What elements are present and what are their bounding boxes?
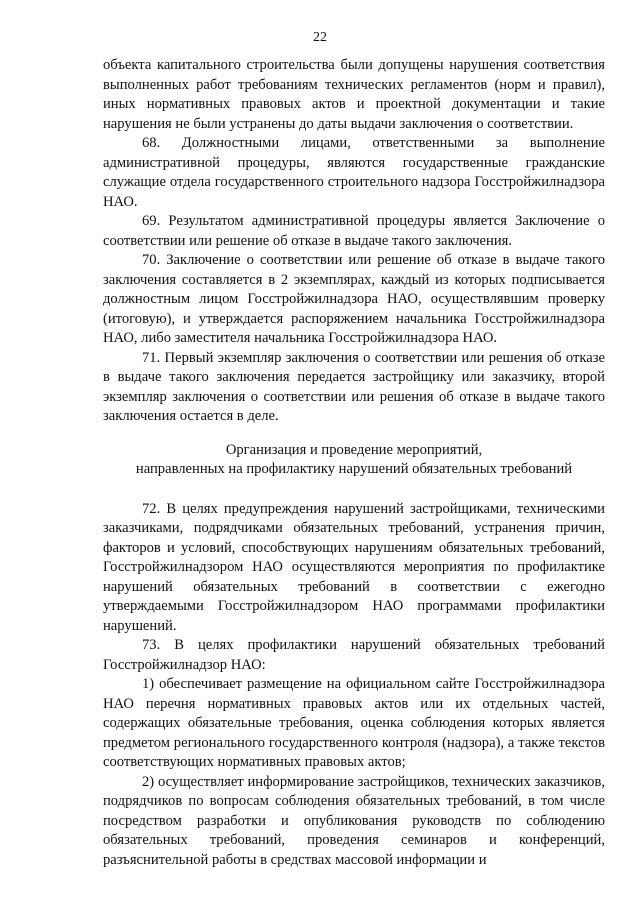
paragraph-70: 70. Заключение о соответствии или решение об отказе в выдаче такого заключения составляется в 2 экземплярах, каждый из которых подписывается должностным лицом Госстройжилнадзора НАО, осуществлявшим проверку (итоговую), и утверждается распоряжением начальника Госстройжилнадзора НАО, либо заместителя начальника Госстройжилнадзора НАО. [103,252,605,346]
paragraph-71: 71. Первый экземпляр заключения о соответствии или решения об отказе в выдаче такого заключения передается застройщику или заказчику, второй экземпляр заключения о соответствии или решения об отказе в выдаче такого заключения остается в деле. [103,349,605,424]
paragraph-68: 68. Должностными лицами, ответственными за выполнение административной процедуры, являются государственные гражданские служащие отдела государственного строительного надзора Госстройжилнадзора НАО. [103,135,605,210]
page-number: 22 [313,30,327,45]
section-heading [103,441,605,480]
document-body [103,56,605,870]
paragraph-72: 72. В целях предупреждения нарушений застройщиками, техническими заказчиками, подрядчиками обязательных требований, устранения причин, факторов и условий, способствующих нарушениям обязательных требований, Госстройжилнадзором НАО осуществляются мероприятия по профилактике нарушений обязательных требований в соответствии с ежегодно утверждаемыми Госстройжилнадзором НАО программами профилактики нарушений. [103,500,605,634]
section-heading-line-1: Организация и проведение мероприятий, [225,441,483,458]
section-heading-line-2: направленных на профилактику нарушений обязательных требований [135,461,573,477]
paragraph-73: 73. В целях профилактики нарушений обязательных требований Госстройжилнадзор НАО: [103,637,605,673]
paragraph-continuation: объекта капитального строительства были допущены нарушения соответствия выполненных работ требованиям технических регламентов (норм и правил), иных нормативных правовых актов и проектной документации и такие нарушения не были устранены до даты выдачи заключения о соответствии. [103,57,605,132]
paragraph-69: 69. Результатом административной процедуры является Заключение о соответствии или решение об отказе в выдаче такого заключения. [103,213,605,249]
paragraph-73-item-1: 1) обеспечивает размещение на официальном сайте Госстройжилнадзора НАО перечня нормативных правовых актов или их отдельных частей, содержащих обязательные требования, оценка соблюдения которых является предметом регионального государственного контроля (надзора), а также текстов соответствующих нормативных правовых актов; [103,676,605,770]
paragraph-73-item-2: 2) осуществляет информирование застройщиков, технических заказчиков, подрядчиков по вопросам соблюдения обязательных требований, в том числе посредством разработки и опубликования руководств по соблюдению обязательных требований, проведения семинаров и конференций, разъяснительной работы в средствах массовой информации и [103,773,605,868]
